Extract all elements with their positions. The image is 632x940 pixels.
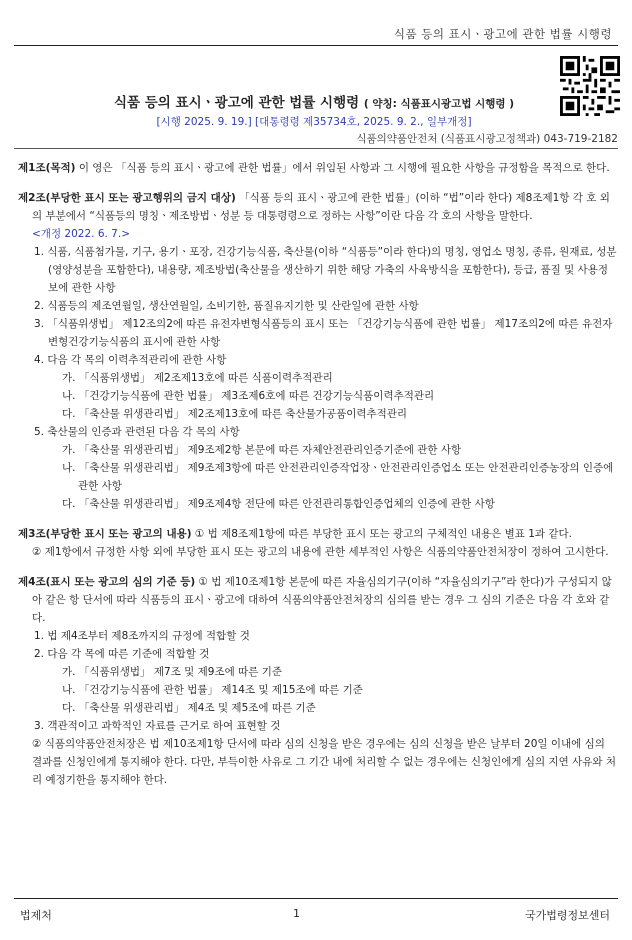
paragraph: ② 식품의약품안전처장은 법 제10조제1항 단서에 따라 심의 신청을 받은 경우에는 심의 신청을 받은 날부터 20일 이내에 심의 결과를 신청인에게 통지해야 한다. 다만, 부득이한 사유로 그 기간 내에 처리할 수 없는 경우에는 신청인에게 심의 지연 사유와 처리 예정기한을 통지해야 한다. bbox=[32, 738, 617, 786]
sub-item: 가. 「식품위생법」 제7조 및 제9조에 따른 기준 bbox=[62, 666, 283, 678]
running-head: 식품 등의 표시ㆍ광고에 관한 법률 시행령 bbox=[393, 27, 612, 41]
header-divider bbox=[14, 45, 618, 46]
article-heading: 제2조(부당한 표시 또는 광고행위의 금지 대상) bbox=[18, 192, 236, 204]
list-item: 2. 다음 각 목에 따른 기준에 적합할 것 bbox=[34, 648, 210, 660]
footer-source: 국가법령정보센터 bbox=[524, 909, 610, 922]
footer-divider bbox=[14, 898, 618, 899]
revision-info[interactable]: [시행 2025. 9. 19.] [대통령령 제35734호, 2025. 9. 2., 일부개정] bbox=[156, 116, 472, 128]
footer-publisher: 법제처 bbox=[20, 909, 52, 922]
sub-item: 다. 「축산물 위생관리법」 제9조제4항 전단에 따른 안전관리통합인증업체의 인증에 관한 사항 bbox=[62, 498, 495, 510]
sub-item: 가. 「식품위생법」 제2조제13호에 따른 식품이력추적관리 bbox=[62, 372, 333, 384]
amendment-note[interactable]: <개정 2022. 6. 7.> bbox=[32, 228, 130, 240]
sub-item: 가. 「축산물 위생관리법」 제9조제2항 본문에 따른 자체안전관리인증기준에 관한 사항 bbox=[62, 444, 462, 456]
article-heading: 제1조(목적) bbox=[18, 162, 76, 174]
page-number: 1 bbox=[293, 907, 300, 920]
title-short-name: ( 약칭: 식품표시광고법 시행령 ) bbox=[363, 98, 515, 110]
list-item: 4. 다음 각 목의 이력추적관리에 관한 사항 bbox=[34, 354, 227, 366]
sub-item: 나. 「건강기능식품에 관한 법률」 제14조 및 제15조에 따른 기준 bbox=[62, 684, 363, 696]
paragraph: ② 제1항에서 규정한 사항 외에 부당한 표시 또는 광고의 내용에 관한 세부적인 사항은 식품의약품안전처장이 정하여 고시한다. bbox=[32, 546, 609, 558]
list-item: 1. 법 제4조부터 제8조까지의 규정에 적합할 것 bbox=[34, 630, 250, 642]
article-3 bbox=[18, 525, 618, 561]
list-item: 2. 식품등의 제조연월일, 생산연월일, 소비기한, 품질유지기한 및 산란일에 관한 사항 bbox=[34, 300, 419, 312]
document-title bbox=[14, 91, 614, 111]
title-main: 식품 등의 표시ㆍ광고에 관한 법률 시행령 bbox=[113, 95, 360, 111]
law-body bbox=[18, 159, 618, 801]
article-1 bbox=[18, 159, 618, 177]
sub-item: 나. 「건강기능식품에 관한 법률」 제3조제6호에 따른 건강기능식품이력추적관리 bbox=[62, 390, 435, 402]
article-text: ① 법 제10조제1항 본문에 따른 자율심의기구(이하 “자율심의기구”라 한다)가 구성되지 않아 같은 항 단서에 따라 식품등의 표시ㆍ광고에 대하여 식품의약품안전처장의 심의를 받는 경우 그 심의 기준은 다음 각 호와 같다. bbox=[32, 576, 612, 624]
article-heading: 제3조(부당한 표시 또는 광고의 내용) bbox=[18, 528, 192, 540]
sub-item: 다. 「축산물 위생관리법」 제4조 및 제5조에 따른 기준 bbox=[62, 702, 316, 714]
article-2 bbox=[18, 189, 618, 513]
list-item: 3. 「식품위생법」 제12조의2에 따른 유전자변형식품등의 표시 또는 「건강기능식품에 관한 법률」 제17조의2에 따른 유전자변형건강기능식품의 표시에 관한 사항 bbox=[34, 318, 613, 348]
article-4 bbox=[18, 573, 618, 789]
sub-item: 나. 「축산물 위생관리법」 제9조제3항에 따른 안전관리인증작업장ㆍ안전관리인증업소 또는 안전관리인증농장의 인증에 관한 사항 bbox=[62, 462, 614, 492]
article-text: 「식품 등의 표시ㆍ광고에 관한 법률」(이하 “법”이라 한다) 제8조제1항 각 호 외의 부분에서 “식품등의 명칭ㆍ제조방법ㆍ성분 등 대통령령으로 정하는 사항”이란 다음 각 호의 사항을 말한다. bbox=[32, 192, 610, 222]
ministry-contact: 식품의약품안전처 (식품표시광고정책과) 043-719-2182 bbox=[356, 133, 618, 145]
article-text: 이 영은 「식품 등의 표시ㆍ광고에 관한 법률」에서 위임된 사항과 그 시행에 필요한 사항을 규정함을 목적으로 한다. bbox=[75, 162, 610, 174]
article-heading: 제4조(표시 또는 광고의 심의 기준 등) bbox=[18, 576, 196, 588]
list-item: 5. 축산물의 인증과 관련된 다음 각 목의 사항 bbox=[34, 426, 240, 438]
list-item: 3. 객관적이고 과학적인 자료를 근거로 하여 표현할 것 bbox=[34, 720, 281, 732]
list-item: 1. 식품, 식품첨가물, 기구, 용기ㆍ포장, 건강기능식품, 축산물(이하 “식품등”이라 한다)의 명칭, 영업소 명칭, 종류, 원재료, 성분(영양성분을 포함한다), 내용량, 제조방법(축산물을 생산하기 위한 해당 가축의 사육방식을 포함한다), 등급, 품질 및 사용정보에 관한 사항 bbox=[34, 246, 617, 294]
title-divider bbox=[14, 148, 618, 149]
article-text: ① 법 제8조제1항에 따른 부당한 표시 또는 광고의 구체적인 내용은 별표 1과 같다. bbox=[191, 528, 573, 540]
sub-item: 다. 「축산물 위생관리법」 제2조제13호에 따른 축산물가공품이력추적관리 bbox=[62, 408, 408, 420]
